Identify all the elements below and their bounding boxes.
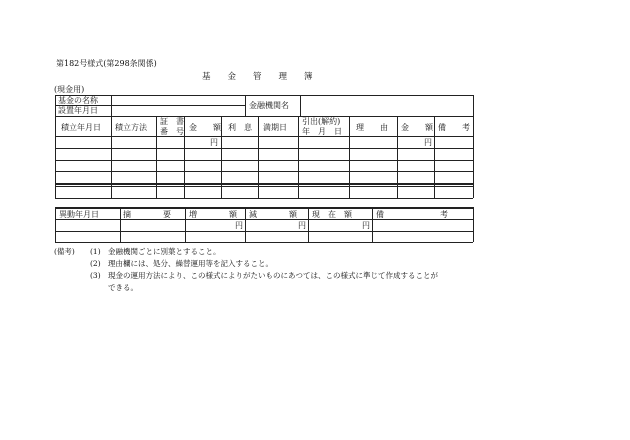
header-increase: 増 額 <box>189 210 237 219</box>
subtitle: (現金用) <box>54 85 85 94</box>
header-deposit-method: 積立方法 <box>115 123 147 132</box>
note-text: 現金の運用方法により、この様式によりがたいものにあつては、この様式に準じて作成することが <box>108 271 438 280</box>
yen-unit: 円 <box>362 221 370 230</box>
note-num: (1) <box>90 247 101 256</box>
header-current-amount: 現 在 額 <box>312 210 352 219</box>
note-continuation: できる。 <box>108 283 138 292</box>
note-text: 金融機関ごとに別葉とすること。 <box>108 247 221 256</box>
header-certificate-no-2: 番 号 <box>160 127 184 136</box>
header-interest: 利 息 <box>228 123 252 132</box>
header-remarks: 備 考 <box>438 123 470 132</box>
header-change-date: 異動年月日 <box>59 210 99 219</box>
established-date-label: 設置年月日 <box>58 106 98 115</box>
header-reason: 理 由 <box>356 123 388 132</box>
header-change-remarks: 備 考 <box>376 210 448 219</box>
header-amount-2: 金 額 <box>401 123 433 132</box>
yen-unit: 円 <box>424 138 432 147</box>
note-text: 理由欄には、処分、繰替運用等を記入すること。 <box>108 259 273 268</box>
note-num: (2) <box>90 259 101 268</box>
header-decrease: 減 額 <box>249 210 297 219</box>
header-withdrawal-2: 年 月 日 <box>302 127 342 136</box>
header-deposit-date: 積立年月日 <box>61 123 101 132</box>
fund-name-label: 基金の名称 <box>58 96 98 105</box>
header-withdrawal-1: 引出(解約) <box>302 117 341 126</box>
note-num: (3) <box>90 271 101 280</box>
header-amount: 金 額 <box>189 123 221 132</box>
header-summary: 摘 要 <box>123 210 171 219</box>
header-certificate-no-1: 証 書 <box>160 117 184 126</box>
institution-label: 金融機関名 <box>249 101 289 110</box>
yen-unit: 円 <box>298 221 306 230</box>
yen-unit: 円 <box>235 221 243 230</box>
notes-label: (備考) <box>54 247 75 256</box>
page-title: 基 金 管 理 簿 <box>202 72 313 82</box>
header-maturity-date: 満期日 <box>263 123 287 132</box>
yen-unit: 円 <box>210 138 218 147</box>
form-number: 第182号様式(第298条関係) <box>56 59 157 68</box>
